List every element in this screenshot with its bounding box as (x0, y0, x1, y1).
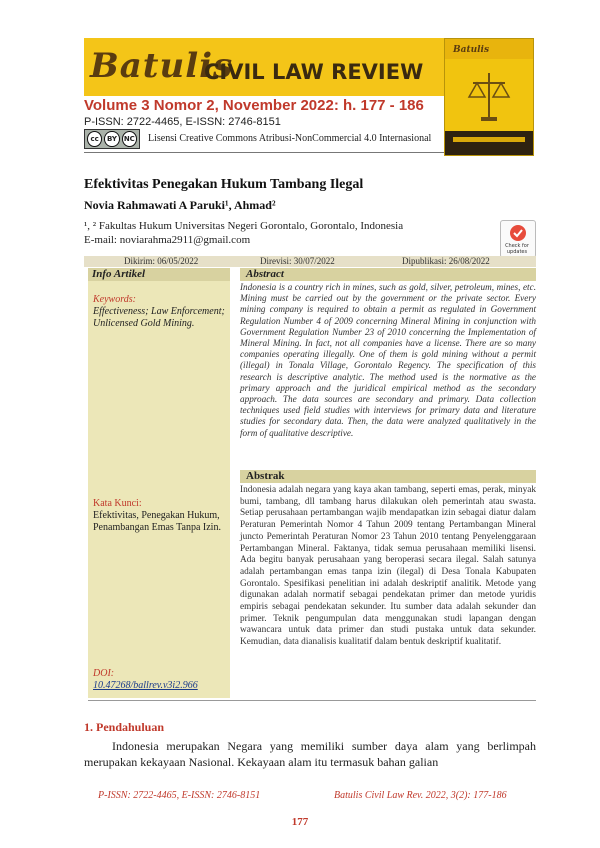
by-icon: BY (104, 131, 119, 147)
date-revised: Direvisi: 30/07/2022 (260, 256, 335, 266)
logo-word: Batulis (90, 46, 234, 86)
license-text: Lisensi Creative Commons Atribusi-NonCommercial 4.0 Internasional (148, 133, 432, 144)
article-title: Efektivitas Penegakan Hukum Tambang Ilegal (84, 177, 364, 192)
kata-kunci-text: Efektivitas, Penegakan Hukum, Penambangan Emas Tanpa Izin. (93, 510, 221, 533)
date-bar (84, 256, 536, 267)
article-info-heading: Info Artikel (88, 268, 230, 281)
doi-link[interactable]: 10.47268/ballrev.v3i2.966 (93, 680, 198, 691)
footer-issn: P-ISSN: 2722-4465, E-ISSN: 2746-8151 (98, 790, 261, 801)
article-info-panel (88, 268, 230, 698)
section-heading: 1. Pendahuluan (84, 720, 165, 734)
issn-line: P-ISSN: 2722-4465, E-ISSN: 2746-8151 (84, 116, 281, 128)
abstrak-text: Indonesia adalah negara yang kaya akan tambang, seperti emas, perak, minyak bumi, tambang, dll tambang harus dilakukan oleh pemerintah atau swasta. Setiap perusahaan pertambangan wajib mendapatkan izin sebagai diatur dalam Peraturan Pemerintah Nomor 4 Tahun 2009 tentang Pertambangan Mineral juncto Pemerintah Peraturan Nomor 23 Tahun 2010 tentang Penyelenggaraan Pertambangan Mineral. Faktanya, tidak semua perusahaan memiliki lisensi. Ada begitu banyak perusahaan yang beroperasi secara ilegal. Salah satunya adalah pertambangan emas tanpa izin (ilegal) di Desa Tonala Kabupaten Gorontalo. Spesifikasi penelitian ini adalah deskriptif analitik. Metode yang digunakan adalah normatif sebagai pendekatan primer dan metode yuridis empiris sebagai pendekatan sekunder. Itu sumber data adalah sekunder dan primer. Teknik pengumpulan data menggunakan studi lapangan dengan wawancara untuk data primer dan studi pustaka untuk data sekunder. Kemudian, data dianalisis kualitatif dalam bentuk deskriptif kualitatif. (240, 485, 536, 648)
keywords-text: Effectiveness; Law Enforcement; Unlicensed Gold Mining. (93, 306, 225, 329)
article-affiliation: ¹, ² Fakultas Hukum Universitas Negeri Gorontalo, Gorontalo, Indonesia (84, 220, 404, 232)
keywords-label: Keywords: (93, 294, 136, 305)
doi-label: DOI: (93, 668, 115, 679)
abstract-heading: Abstract (240, 268, 536, 281)
article-authors: Novia Rahmawati A Paruki¹, Ahmad² (84, 198, 276, 212)
header-divider (84, 152, 446, 153)
cover-title: Batulis (453, 45, 490, 55)
creative-commons-badge[interactable] (84, 129, 140, 149)
date-published: Dipublikasi: 26/08/2022 (402, 256, 490, 266)
cc-icon: cc (87, 131, 102, 147)
check-updates-icon (509, 223, 527, 243)
date-received: Dikirim: 06/05/2022 (124, 256, 199, 266)
check-updates-label: Check for updates (505, 243, 529, 255)
abstract-bottom-rule (88, 700, 536, 701)
nc-icon: NC (122, 131, 137, 147)
abstrak-heading: Abstrak (240, 470, 536, 483)
journal-cover-thumbnail (444, 38, 534, 156)
footer-citation: Batulis Civil Law Rev. 2022, 3(2): 177-186 (334, 790, 507, 801)
section-body: Indonesia merupakan Negara yang memiliki sumber daya alam yang berlimpah merupakan kekayaan Nasional. Kekayaan alam itu termasuk bahan galian (84, 739, 536, 769)
journal-name: CIVIL LAW REVIEW (204, 60, 424, 84)
cover-strip (453, 137, 525, 142)
kata-kunci-label: Kata Kunci: (93, 498, 142, 509)
abstract-text: Indonesia is a country rich in mines, such as gold, silver, petroleum, mines, etc. Mining must be carried out by the government or the private sector. Every mining company is required to obtain a permit as regulated in Government Regulation Number 4 of 2009 concerning Mineral Mining in conjunction with Government Regulation Number 23 of 2010 concerning the Implementation of Mineral Mining. In fact, not all companies have a license. There are so many companies operating illegally. One of them is gold mining without a permit (illegal) in Tonala Village, Gorontalo Regency. The specification of this research is descriptive analytic. The method used is the normative as the primary approach and the juridical empirical method as the secondary approach. The data sources are secondary and primary. Data collection techniques used field studies with interviews for primary data and literature studies for secondary data. Then, the data were analyzed qualitatively in the form of qualitative descriptive. (240, 282, 536, 438)
cover-bottom (445, 131, 533, 155)
page-number: 177 (291, 816, 309, 828)
justice-scale-icon (467, 69, 511, 125)
volume-line: Volume 3 Nomor 2, November 2022: h. 177 - 186 (84, 97, 424, 114)
author-email[interactable]: E-mail: noviarahma2911@gmail.com (84, 234, 251, 246)
